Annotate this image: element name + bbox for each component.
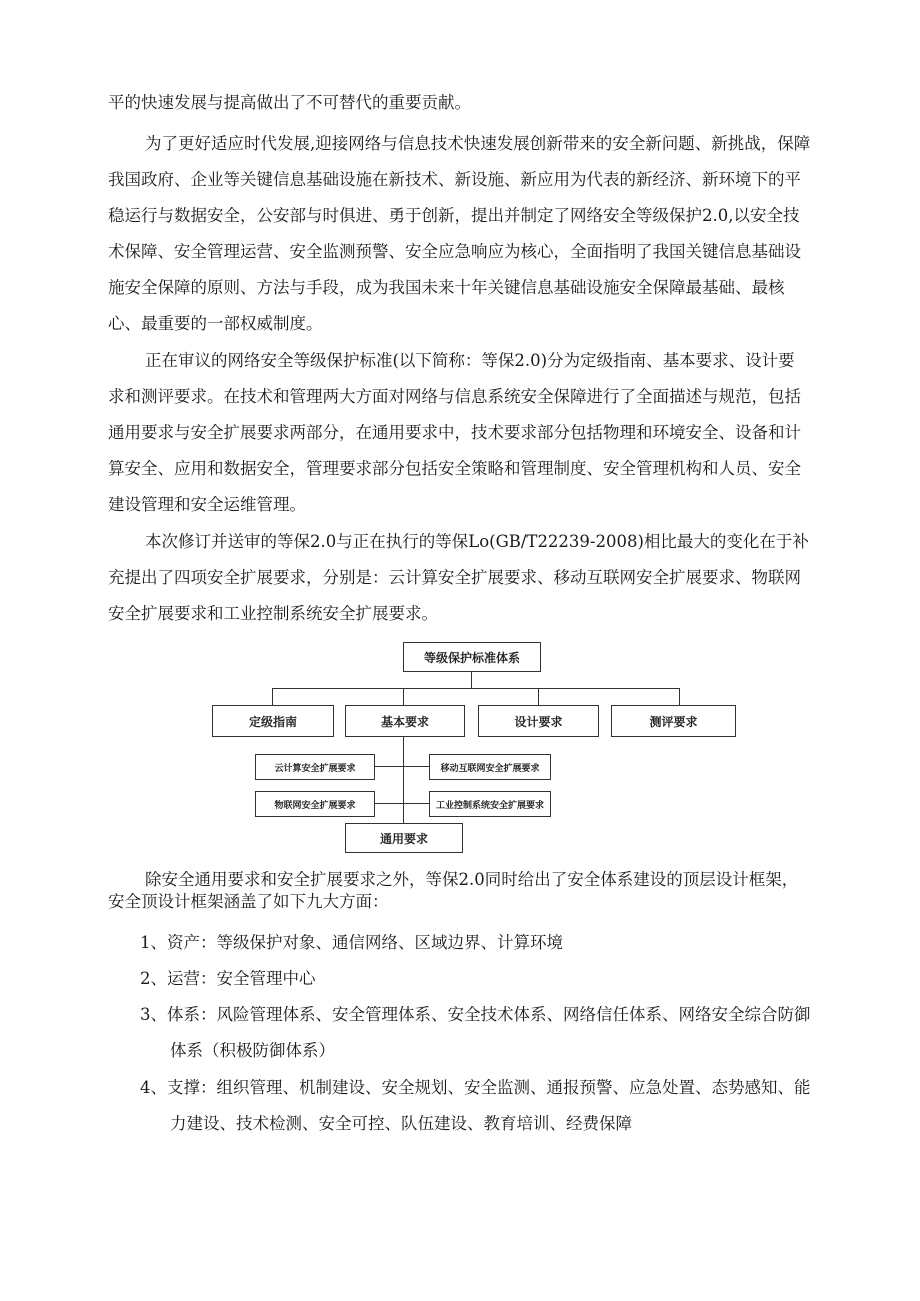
paragraph-line: 心、最重要的一部权威制度。 <box>108 314 323 333</box>
list-item: 2、运营：安全管理中心 <box>140 969 316 988</box>
list-item-continuation: 体系（积极防御体系） <box>170 1041 335 1060</box>
paragraph-line: 算安全、应用和数据安全，管理要求部分包括安全策略和管理制度、安全管理机构和人员、安全 <box>108 459 801 478</box>
diagram-box-design-requirements: 设计要求 <box>478 705 599 737</box>
diagram-box-evaluation-requirements: 测评要求 <box>611 705 736 737</box>
paragraph-line: 施安全保障的原则、方法与手段，成为我国未来十年关键信息基础设施安全保障最基础、最核 <box>108 278 785 297</box>
paragraph-line: 术保障、安全管理运营、安全监测预警、安全应急响应为核心，全面指明了我国关键信息基础设 <box>108 242 801 261</box>
paragraph-line: 我国政府、企业等关键信息基础设施在新技术、新设施、新应用为代表的新经济、新环境下的平 <box>108 170 801 189</box>
diagram-root-box: 等级保护标准体系 <box>403 642 541 672</box>
paragraph-line: 本次修订并送审的等保2.0与正在执行的等保Lo(GB/T22239-2008)相比最大的变化在于补 <box>145 532 809 551</box>
diagram-box-basic-requirements: 基本要求 <box>345 705 465 737</box>
paragraph-line: 求和测评要求。在技术和管理两大方面对网络与信息系统安全保障进行了全面描述与规范，包括 <box>108 387 801 406</box>
paragraph-line: 正在审议的网络安全等级保护标准(以下简称：等保2.0)分为定级指南、基本要求、设计要 <box>145 351 795 370</box>
list-item: 1、资产：等级保护对象、通信网络、区域边界、计算环境 <box>140 933 563 952</box>
diagram-box-general-requirements: 通用要求 <box>345 823 463 853</box>
diagram-box-iot-extension: 物联网安全扩展要求 <box>255 791 375 817</box>
diagram-box-mobile-extension: 移动互联网安全扩展要求 <box>429 754 551 780</box>
diagram-box-grading-guide: 定级指南 <box>212 705 334 737</box>
paragraph-line: 除安全通用要求和安全扩展要求之外，等保2.0同时给出了安全体系建设的顶层设计框架， <box>145 870 799 889</box>
paragraph-line: 平的快速发展与提高做出了不可替代的重要贡献。 <box>108 93 471 112</box>
paragraph-line: 稳运行与数据安全，公安部与时俱进、勇于创新，提出并制定了网络安全等级保护2.0,以安全技 <box>108 206 800 225</box>
paragraph-line: 安全顶设计框架涵盖了如下九大方面： <box>108 892 389 911</box>
diagram-box-cloud-extension: 云计算安全扩展要求 <box>255 754 375 780</box>
paragraph-line: 通用要求与安全扩展要求两部分，在通用要求中，技术要求部分包括物理和环境安全、设备和计 <box>108 423 801 442</box>
paragraph-line: 为了更好适应时代发展,迎接网络与信息技术快速发展创新带来的安全新问题、新挑战，保障 <box>145 134 811 153</box>
list-item: 3、体系：风险管理体系、安全管理体系、安全技术体系、网络信任体系、网络安全综合防御 <box>140 1005 811 1024</box>
paragraph-line: 充提出了四项安全扩展要求，分别是：云计算安全扩展要求、移动互联网安全扩展要求、物联网 <box>108 568 801 587</box>
list-item-continuation: 力建设、技术检测、安全可控、队伍建设、教育培训、经费保障 <box>170 1114 632 1133</box>
list-item: 4、支撑：组织管理、机制建设、安全规划、安全监测、通报预警、应急处置、态势感知、能 <box>140 1078 811 1097</box>
diagram-box-ics-extension: 工业控制系统安全扩展要求 <box>429 791 551 817</box>
paragraph-line: 安全扩展要求和工业控制系统安全扩展要求。 <box>108 604 438 623</box>
paragraph-line: 建设管理和安全运维管理。 <box>108 495 306 514</box>
